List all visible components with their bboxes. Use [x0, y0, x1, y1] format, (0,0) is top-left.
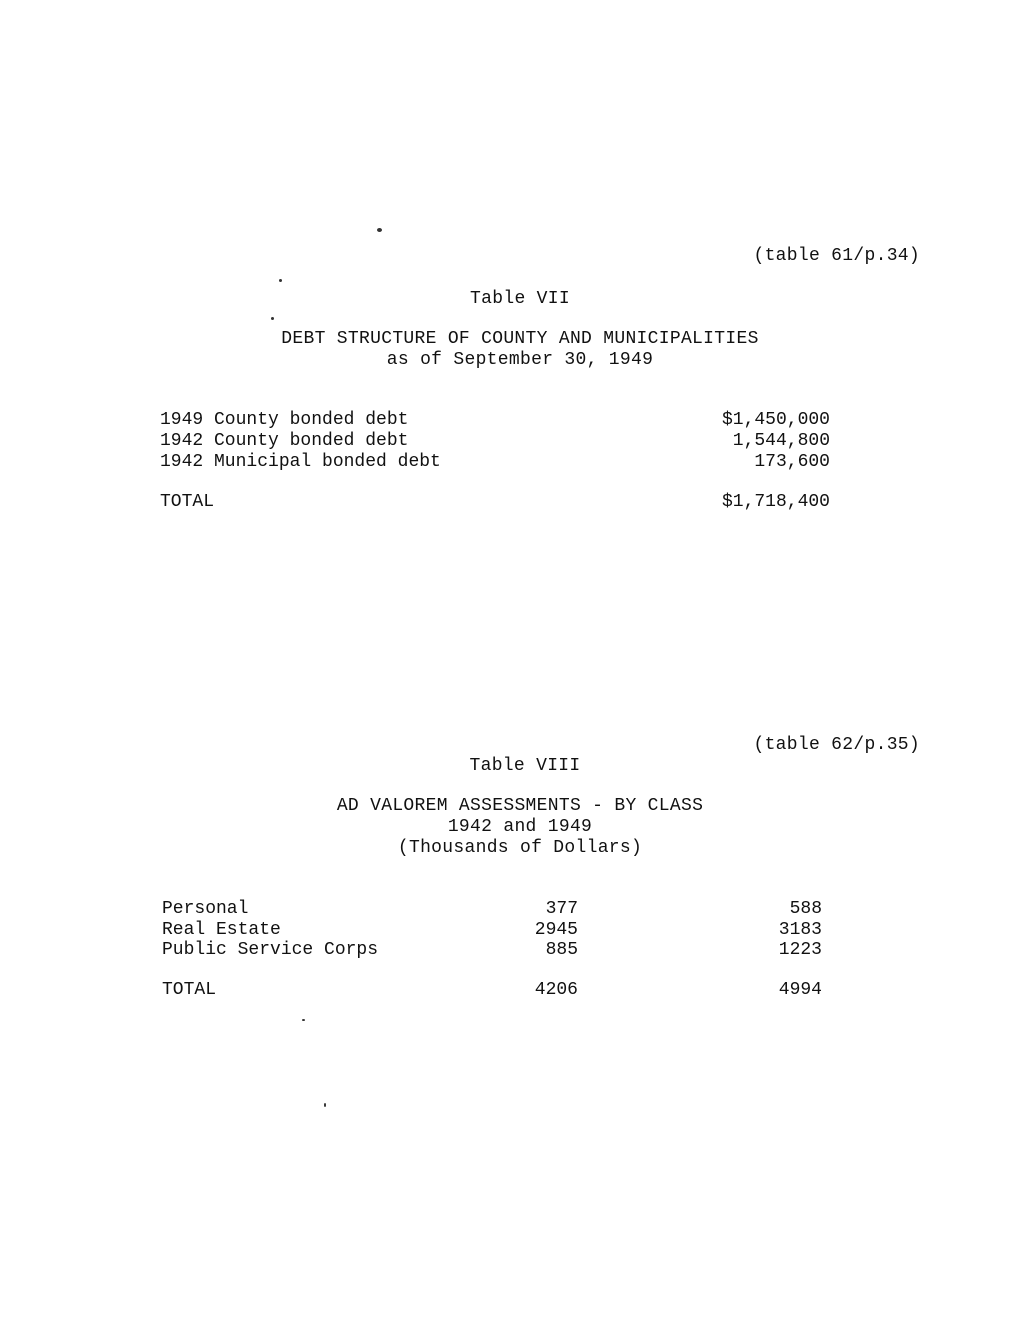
value-1949: 3183 — [778, 919, 822, 940]
row-label: 1942 County bonded debt — [160, 431, 409, 451]
total-1942: 4206 — [534, 980, 578, 1000]
row-label: Real Estate — [162, 919, 281, 940]
scan-speck — [324, 1103, 326, 1107]
value-1942: 885 — [545, 940, 578, 960]
row-amount: 173,600 — [754, 452, 830, 472]
total-row — [162, 980, 822, 1001]
table-subheading: as of September 30, 1949 — [386, 350, 654, 370]
row-amount: $1,450,000 — [721, 410, 830, 430]
table-row — [160, 431, 830, 452]
table-heading: DEBT STRUCTURE OF COUNTY AND MUNICIPALITIES — [281, 329, 759, 349]
scan-speck — [279, 279, 282, 282]
row-label: Public Service Corps — [162, 940, 379, 960]
table-row — [160, 452, 830, 473]
value-1942: 2945 — [534, 919, 578, 940]
table-heading: AD VALOREM ASSESSMENTS - BY CLASS — [336, 796, 704, 816]
row-label: 1942 Municipal bonded debt — [160, 452, 441, 472]
total-label: TOTAL — [160, 492, 215, 512]
table-reference: (table 61/p.34) — [753, 246, 920, 266]
row-label: Personal — [162, 899, 249, 919]
scan-speck — [377, 228, 382, 232]
table-units-note: (Thousands of Dollars) — [397, 838, 643, 858]
table-subheading: 1942 and 1949 — [447, 817, 593, 837]
table-title: Table VII — [470, 289, 570, 309]
table-row — [162, 920, 822, 941]
scan-speck — [302, 1019, 305, 1021]
scan-speck — [271, 317, 274, 320]
table-title: Table VIII — [469, 756, 581, 776]
table-reference: (table 62/p.35) — [753, 735, 920, 755]
total-1949: 4994 — [778, 980, 822, 1000]
total-row — [160, 492, 830, 513]
table-row — [162, 899, 822, 920]
row-label: 1949 County bonded debt — [160, 410, 409, 430]
total-amount: $1,718,400 — [721, 492, 830, 512]
value-1942: 377 — [545, 899, 578, 919]
row-amount: 1,544,800 — [732, 431, 830, 451]
table-row — [160, 410, 830, 431]
value-1949: 588 — [789, 899, 822, 919]
assessment-table-rows — [162, 899, 822, 961]
total-label: TOTAL — [162, 980, 217, 1000]
debt-table-rows — [160, 410, 830, 473]
table-row — [162, 940, 822, 961]
value-1949: 1223 — [778, 940, 822, 960]
